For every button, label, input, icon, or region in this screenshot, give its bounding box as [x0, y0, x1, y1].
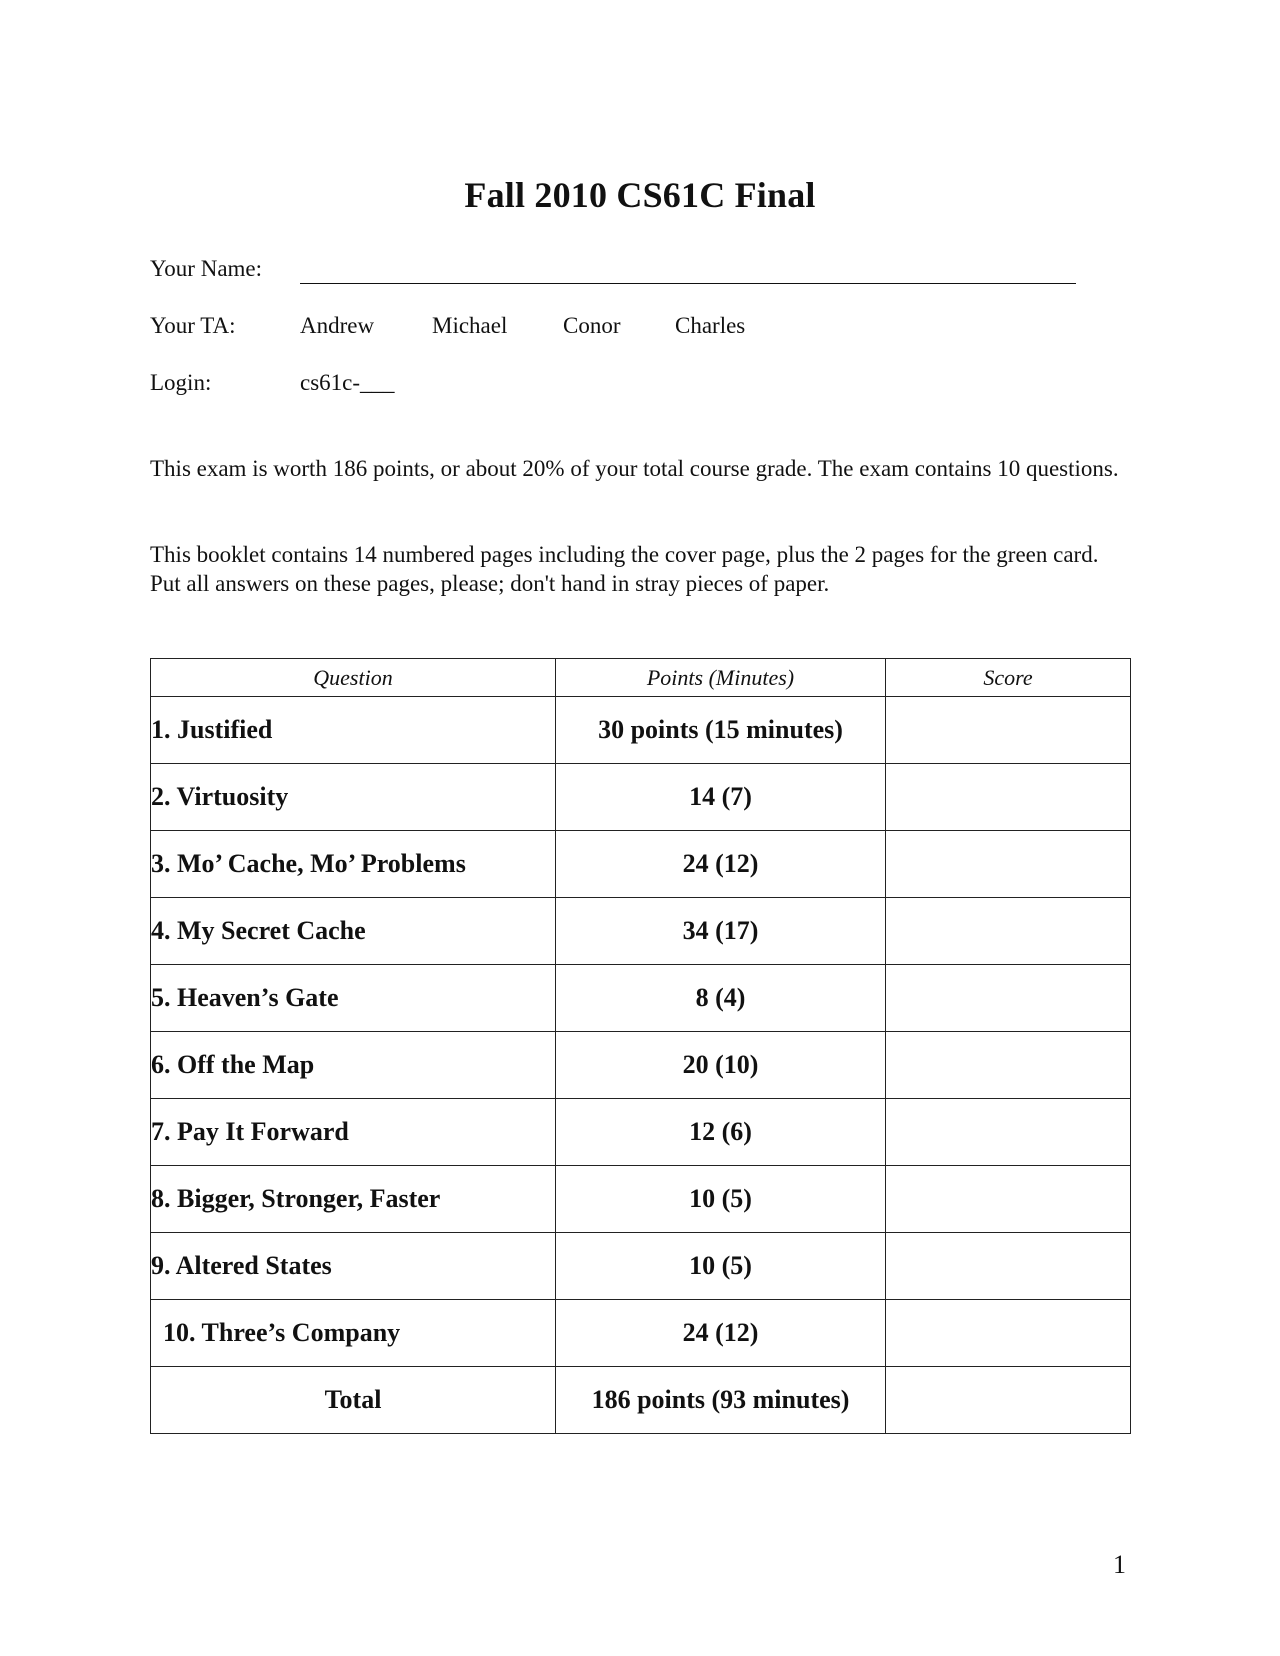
points-cell: 12 (6): [556, 1099, 886, 1166]
header-question: Question: [151, 659, 556, 697]
total-label-cell: Total: [151, 1367, 556, 1434]
table-row: [151, 831, 1131, 898]
header-score: Score: [886, 659, 1131, 697]
points-cell: 14 (7): [556, 764, 886, 831]
points-cell: 8 (4): [556, 965, 886, 1032]
name-input-line[interactable]: [300, 283, 1076, 284]
question-cell: 9. Altered States: [151, 1233, 556, 1300]
ta-option-charles[interactable]: Charles: [675, 313, 746, 338]
question-cell: 4. My Secret Cache: [151, 898, 556, 965]
table-row: [151, 1099, 1131, 1166]
booklet-paragraph: This booklet contains 14 numbered pages including the cover page, plus the 2 pages for the green card. Put all answers on these pages, please; don't hand in stray pieces of paper.: [150, 542, 1099, 596]
exam-worth-paragraph: This exam is worth 186 points, or about 20% of your total course grade. The exam contains 10 questions.: [150, 456, 1119, 481]
name-label: Your Name:: [150, 256, 263, 281]
points-cell: 10 (5): [556, 1233, 886, 1300]
table-row: [151, 1233, 1131, 1300]
ta-option-conor[interactable]: Conor: [563, 313, 621, 338]
score-cell[interactable]: [886, 1300, 1131, 1367]
points-cell: 24 (12): [556, 1300, 886, 1367]
table-row: [151, 965, 1131, 1032]
table-row: [151, 898, 1131, 965]
score-cell[interactable]: [886, 1166, 1131, 1233]
question-cell: 2. Virtuosity: [151, 764, 556, 831]
table-row: [151, 1032, 1131, 1099]
table-row: [151, 1166, 1131, 1233]
login-label: Login:: [150, 370, 212, 395]
table-header-row: [151, 659, 1131, 697]
score-cell[interactable]: [886, 1099, 1131, 1166]
points-cell: 34 (17): [556, 898, 886, 965]
question-cell: 10. Three’s Company: [151, 1300, 556, 1367]
header-points: Points (Minutes): [556, 659, 886, 697]
question-cell: 3. Mo’ Cache, Mo’ Problems: [151, 831, 556, 898]
question-cell: 8. Bigger, Stronger, Faster: [151, 1166, 556, 1233]
table-row: [151, 764, 1131, 831]
table-total-row: [151, 1367, 1131, 1434]
points-cell: 10 (5): [556, 1166, 886, 1233]
score-cell[interactable]: [886, 965, 1131, 1032]
total-score-cell[interactable]: [886, 1367, 1131, 1434]
points-cell: 20 (10): [556, 1032, 886, 1099]
page-number: 1: [1113, 1550, 1126, 1579]
score-cell[interactable]: [886, 1233, 1131, 1300]
ta-label: Your TA:: [150, 313, 236, 338]
table-row: [151, 1300, 1131, 1367]
login-value[interactable]: cs61c-___: [300, 370, 395, 395]
score-table: [150, 658, 1131, 1434]
table-row: [151, 697, 1131, 764]
ta-option-andrew[interactable]: Andrew: [300, 313, 375, 338]
score-cell[interactable]: [886, 831, 1131, 898]
page-title: Fall 2010 CS61C Final: [464, 175, 816, 215]
score-cell[interactable]: [886, 1032, 1131, 1099]
points-cell: 24 (12): [556, 831, 886, 898]
total-points-cell: 186 points (93 minutes): [556, 1367, 886, 1434]
score-cell[interactable]: [886, 697, 1131, 764]
points-cell: 30 points (15 minutes): [556, 697, 886, 764]
score-cell[interactable]: [886, 898, 1131, 965]
ta-option-michael[interactable]: Michael: [432, 313, 508, 338]
question-cell: 5. Heaven’s Gate: [151, 965, 556, 1032]
question-cell: 7. Pay It Forward: [151, 1099, 556, 1166]
question-cell: 6. Off the Map: [151, 1032, 556, 1099]
score-cell[interactable]: [886, 764, 1131, 831]
question-cell: 1. Justified: [151, 697, 556, 764]
